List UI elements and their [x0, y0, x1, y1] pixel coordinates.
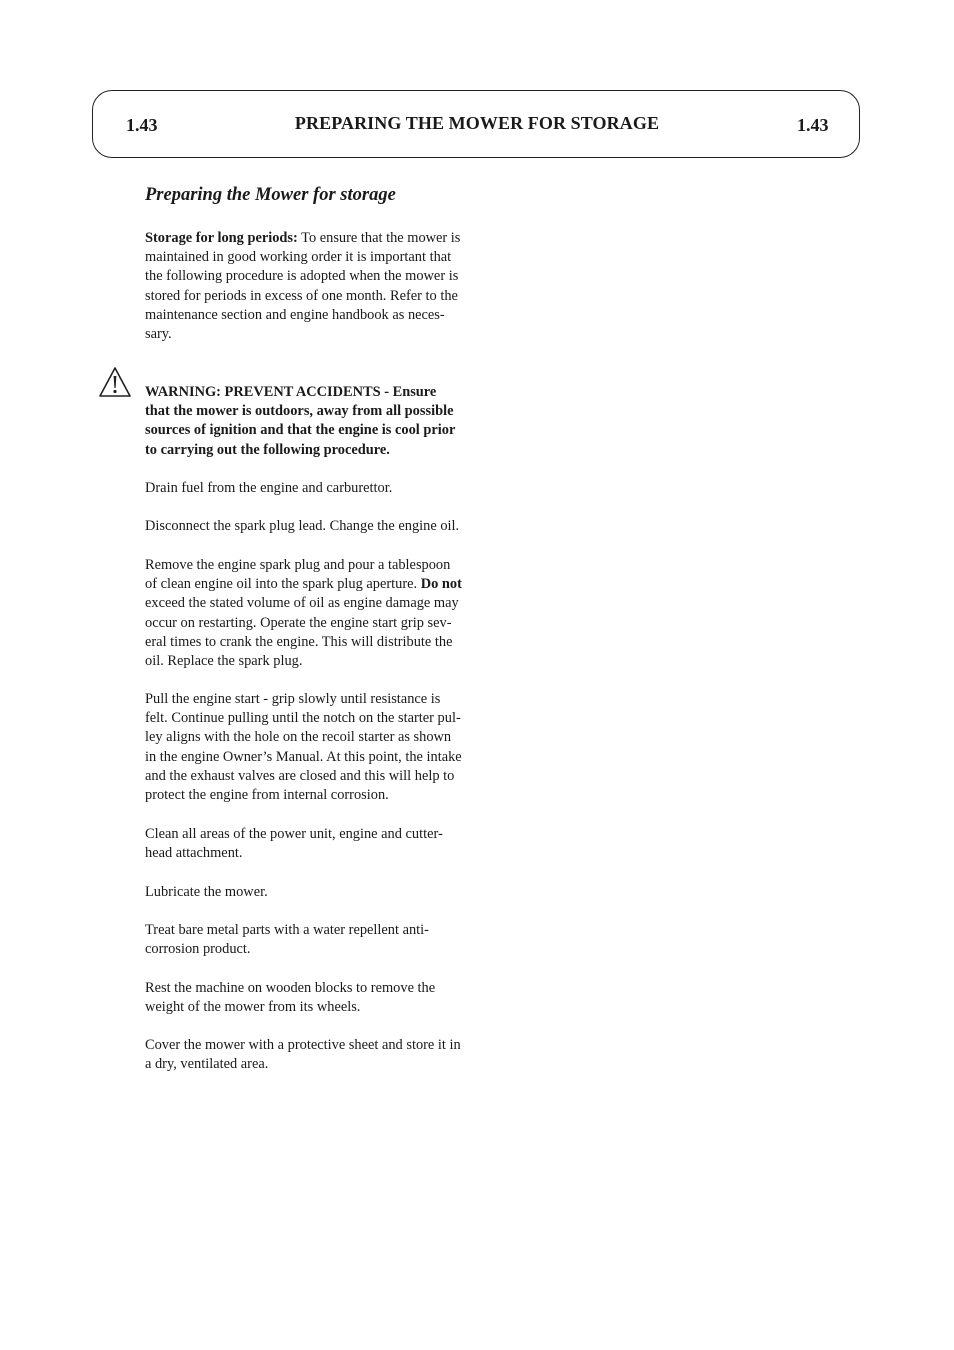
warning-paragraph — [145, 383, 485, 460]
step-text-line: Pull the engine start - grip slowly until resistance is — [145, 691, 441, 707]
storage-text-line: maintained in good working order it is important that — [145, 249, 452, 266]
warning-text-line: to carrying out the following procedure. — [145, 441, 390, 458]
step-text-line: protect the engine from internal corrosion. — [145, 787, 389, 804]
subheading: Preparing the Mower for storage — [145, 185, 396, 205]
warning-text-line: that the mower is outdoors, away from all possible — [145, 403, 454, 420]
disconnect-step — [145, 517, 485, 536]
storage-label: Storage for long periods: — [145, 230, 298, 246]
step-text-line: Treat bare metal parts with a water repellent anti- — [145, 922, 429, 938]
cover-step — [145, 1036, 485, 1074]
pull-start-step — [145, 690, 485, 805]
lubricate-text: Lubricate the mower. — [145, 884, 268, 900]
step-text-line: a dry, ventilated area. — [145, 1056, 269, 1073]
spark-plug-step — [145, 556, 485, 671]
step-text-line: corrosion product. — [145, 941, 251, 958]
step-text-line: exceed the stated volume of oil as engine damage may — [145, 595, 459, 612]
storage-text-line: maintenance section and engine handbook as neces- — [145, 306, 445, 323]
step-text-line: Remove the engine spark plug and pour a tablespoon — [145, 557, 451, 573]
storage-text-line: the following procedure is adopted when the mower is — [145, 268, 459, 285]
page-title: PREPARING THE MOWER FOR STORAGE — [294, 113, 660, 133]
step-text-line: in the engine Owner’s Manual. At this point, the intake — [145, 748, 462, 765]
clean-step — [145, 825, 485, 863]
storage-text-line: sary. — [145, 326, 172, 343]
step-text-line: head attachment. — [145, 845, 243, 862]
section-number-left: 1.43 — [126, 115, 158, 135]
warning-text-line: WARNING: PREVENT ACCIDENTS - Ensure — [145, 384, 437, 400]
warning-triangle-icon — [98, 366, 132, 398]
treat-step — [145, 921, 485, 959]
step-text-line: and the exhaust valves are closed and this will help to — [145, 767, 455, 784]
disconnect-text: Disconnect the spark plug lead. Change the engine oil. — [145, 518, 460, 534]
storage-text-line: stored for periods in excess of one month. Refer to the — [145, 287, 458, 304]
rest-step — [145, 979, 485, 1017]
step-text-line: Clean all areas of the power unit, engine and cutter- — [145, 826, 443, 842]
step-text-line: Cover the mower with a protective sheet and store it in — [145, 1037, 461, 1053]
step-text-line: weight of the mower from its wheels. — [145, 999, 361, 1016]
section-number-right: 1.43 — [797, 115, 829, 135]
drain-text: Drain fuel from the engine and carburettor. — [145, 480, 393, 496]
step-text-line: occur on restarting. Operate the engine start grip sev- — [145, 614, 452, 631]
lubricate-step — [145, 883, 485, 902]
step-text-line: of clean engine oil into the spark plug aperture. — [145, 576, 421, 593]
step-text-line: eral times to crank the engine. This will distribute the — [145, 633, 453, 650]
step-text-line: oil. Replace the spark plug. — [145, 653, 303, 670]
step-text-line: felt. Continue pulling until the notch on the starter pul- — [145, 710, 461, 727]
warning-text-line: sources of ignition and that the engine is cool prior — [145, 422, 456, 439]
step-text-line: Rest the machine on wooden blocks to remove the — [145, 980, 436, 996]
do-not-emphasis: Do not — [420, 576, 462, 593]
storage-paragraph — [145, 229, 485, 344]
storage-text-line: To ensure that the mower is — [297, 230, 461, 246]
step-text-line: ley aligns with the hole on the recoil starter as shown — [145, 729, 452, 746]
drain-step — [145, 479, 485, 498]
